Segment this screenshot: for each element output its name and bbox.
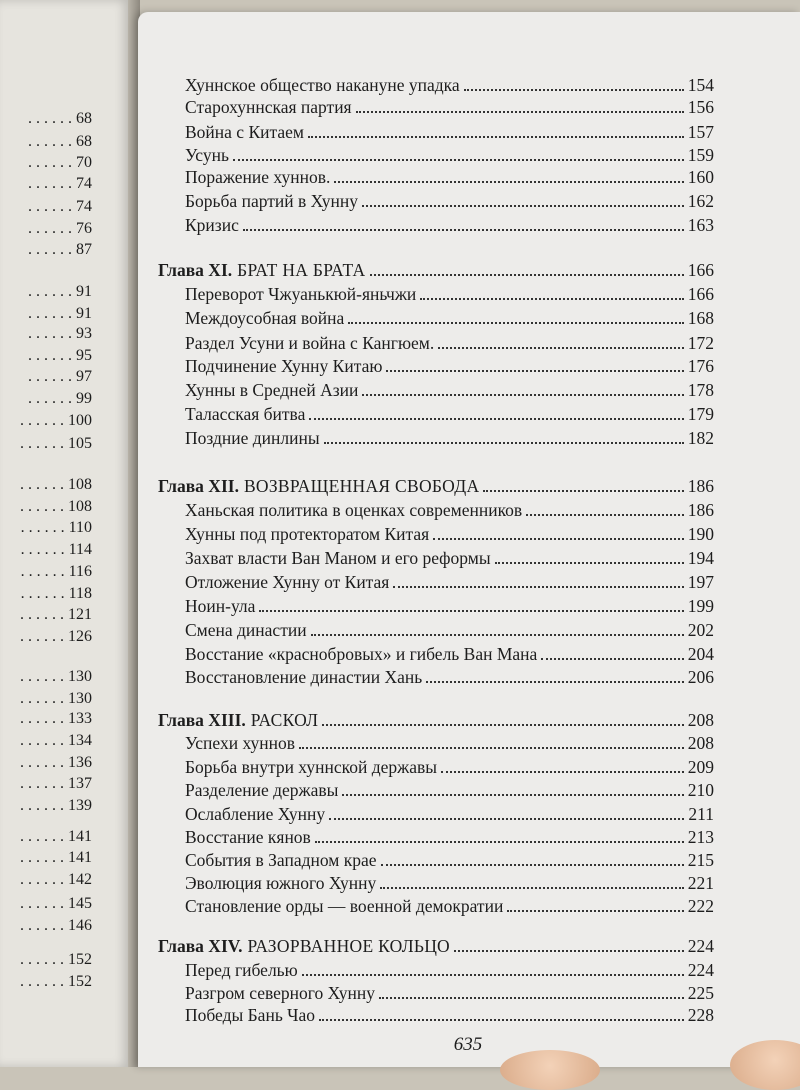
leader-dots	[483, 489, 683, 492]
toc-page-number: 160	[687, 167, 714, 187]
toc-entry-row[interactable]	[185, 120, 714, 144]
toc-entry-row[interactable]	[185, 331, 714, 355]
chapter-heading	[158, 258, 366, 282]
leader-dots: . . . . . .	[28, 154, 76, 171]
leader-dots: . . . . . .	[28, 368, 76, 385]
leader-dots	[302, 973, 684, 976]
left-toc-page-number	[0, 893, 92, 915]
entry-title: Усунь	[185, 145, 229, 165]
entry-title: Смена династии	[185, 620, 307, 640]
entry-title: Хуннское общество накануне упадка	[185, 75, 460, 95]
toc-page-number: 206	[687, 667, 714, 687]
left-toc-page-number	[0, 218, 92, 240]
toc-entry-row[interactable]	[185, 143, 714, 167]
leader-dots	[526, 513, 684, 516]
toc-entry-row[interactable]	[185, 73, 714, 97]
entry-title: Захват власти Ван Маном и его реформы	[185, 548, 491, 568]
entry-title: Успехи хуннов	[185, 733, 296, 753]
toc-page-number: 99	[76, 390, 92, 407]
chapter-title: РАЗОРВАННОЕ КОЛЬЦО	[247, 936, 450, 956]
toc-page-number: 137	[68, 775, 92, 792]
toc-entry-row[interactable]	[185, 755, 714, 779]
toc-entry-row[interactable]	[185, 802, 714, 826]
entry-title: События в Западном крае	[185, 850, 377, 870]
chapter-title: БРАТ НА БРАТА	[237, 260, 366, 280]
leader-dots: . . . . . .	[20, 412, 68, 429]
leader-dots: . . . . . .	[20, 973, 68, 990]
left-toc-page-number	[0, 949, 92, 971]
leader-dots: . . . . . .	[28, 198, 76, 215]
leader-dots	[380, 886, 684, 889]
toc-page-number: 172	[687, 333, 714, 353]
leader-dots: . . . . . .	[28, 305, 76, 322]
leader-dots: . . . . . .	[20, 519, 69, 536]
toc-page-number: 68	[76, 110, 92, 127]
leader-dots: . . . . . .	[20, 754, 68, 771]
leader-dots	[243, 228, 684, 231]
leader-dots: . . . . . .	[20, 849, 68, 866]
page-number: 635	[453, 1034, 483, 1055]
toc-page-number: 166	[687, 260, 714, 280]
toc-page-number: 222	[687, 896, 714, 916]
toc-entry-row[interactable]	[185, 282, 714, 306]
toc-page-number: 208	[687, 733, 714, 753]
entry-title: Подчинение Хунну Китаю	[185, 356, 383, 376]
left-toc-page-number	[0, 303, 92, 325]
toc-page-number: 209	[687, 757, 714, 777]
chapter-heading	[158, 934, 450, 958]
toc-entry-row[interactable]	[185, 981, 714, 1005]
leader-dots: . . . . . .	[20, 917, 68, 934]
toc-entry-row[interactable]	[185, 570, 714, 594]
leader-dots: . . . . . .	[20, 895, 68, 912]
toc-page-number: 130	[68, 668, 92, 685]
leader-dots	[438, 346, 684, 349]
toc-page-number: 136	[68, 754, 92, 771]
entry-title: Отложение Хунну от Китая	[185, 572, 390, 592]
leader-dots	[362, 204, 684, 207]
leader-dots: . . . . . .	[20, 541, 69, 558]
toc-page-number: 134	[68, 732, 92, 749]
toc-page-number: 204	[687, 644, 714, 664]
leader-dots	[362, 393, 683, 396]
leader-dots: . . . . . .	[28, 347, 76, 364]
leader-dots: . . . . . .	[20, 563, 69, 580]
left-toc-page-number	[0, 496, 92, 518]
leader-dots	[311, 633, 684, 636]
toc-entry-row[interactable]	[185, 354, 714, 378]
leader-dots	[324, 441, 684, 444]
leader-dots: . . . . . .	[28, 325, 76, 342]
left-toc-page-number	[0, 108, 92, 130]
toc-chapter-row[interactable]	[158, 474, 714, 498]
left-toc-page-number	[0, 752, 92, 774]
toc-page-number: 176	[687, 356, 714, 376]
toc-entry-row[interactable]	[185, 95, 714, 119]
leader-dots: . . . . . .	[20, 668, 68, 685]
entry-title: Хунны под протекторатом Китая	[185, 524, 430, 544]
leader-dots	[334, 180, 683, 183]
leader-dots	[309, 417, 683, 420]
toc-page-number: 100	[68, 412, 92, 429]
toc-page-number: 211	[688, 804, 714, 824]
leader-dots: . . . . . .	[20, 690, 68, 707]
entry-title: Междоусобная война	[185, 308, 345, 328]
left-toc-page-number	[0, 795, 92, 817]
entry-title: Таласская битва	[185, 404, 306, 424]
entry-title: Поздние динлины	[185, 428, 320, 448]
entry-title: Восстановление династии Хань	[185, 667, 423, 687]
leader-dots	[356, 110, 684, 113]
leader-dots	[342, 793, 683, 796]
toc-page-number: 114	[68, 541, 92, 558]
entry-title: Победы Бань Чао	[185, 1005, 316, 1025]
toc-entry-row[interactable]	[185, 958, 714, 982]
toc-page-number: 156	[687, 97, 714, 117]
leader-dots	[379, 996, 684, 999]
leader-dots	[495, 561, 684, 564]
leader-dots	[426, 680, 684, 683]
leader-dots	[322, 723, 683, 726]
leader-dots	[319, 1018, 684, 1021]
leader-dots: . . . . . .	[28, 283, 76, 300]
left-toc-page-number	[0, 539, 92, 561]
toc-entry-row[interactable]	[185, 894, 714, 918]
toc-page-number: 221	[687, 873, 714, 893]
toc-page-number: 93	[76, 325, 92, 342]
toc-page-number: 152	[68, 973, 92, 990]
leader-dots: . . . . . .	[20, 797, 68, 814]
toc-page-number: 142	[68, 871, 92, 888]
leader-dots: . . . . . .	[20, 476, 68, 493]
leader-dots	[433, 537, 684, 540]
toc-page-number: 126	[68, 628, 92, 645]
toc-page-number: 141	[68, 828, 92, 845]
leader-dots	[454, 949, 684, 952]
leader-dots: . . . . . .	[20, 710, 68, 727]
toc-page-number: 163	[687, 215, 714, 235]
leader-dots	[299, 746, 684, 749]
left-toc-page-number	[0, 847, 92, 869]
toc-page-number: 74	[76, 175, 92, 192]
left-toc-page-number	[0, 626, 92, 648]
toc-page-number: 168	[687, 308, 714, 328]
toc-page-number: 190	[687, 524, 714, 544]
toc-page-number: 197	[687, 572, 714, 592]
toc-page-number: 97	[76, 368, 92, 385]
toc-page-number: 208	[687, 710, 714, 730]
chapter-heading	[158, 708, 318, 732]
toc-entry-row[interactable]	[185, 618, 714, 642]
leader-dots	[393, 585, 683, 588]
left-toc-page-number	[0, 730, 92, 752]
toc-page-number: 116	[68, 563, 92, 580]
toc-page-number: 228	[687, 1005, 714, 1025]
left-toc-page-number	[0, 869, 92, 891]
toc-page-number: 133	[68, 710, 92, 727]
toc-entry-row[interactable]	[185, 189, 714, 213]
toc-page-number: 108	[68, 498, 92, 515]
left-toc-page-number	[0, 366, 92, 388]
toc-page-number: 224	[687, 936, 714, 956]
leader-dots	[329, 817, 684, 820]
leader-dots: . . . . . .	[20, 871, 68, 888]
leader-dots	[308, 135, 684, 138]
leader-dots	[464, 88, 684, 91]
toc-entry-row[interactable]	[185, 522, 714, 546]
left-toc-page-number	[0, 196, 92, 218]
leader-dots: . . . . . .	[28, 390, 76, 407]
toc-page-number: 76	[76, 220, 92, 237]
left-toc-page-number	[0, 239, 92, 261]
toc-entry-row[interactable]	[185, 213, 714, 237]
toc-chapter-row[interactable]	[158, 934, 714, 958]
toc-entry-row[interactable]	[185, 594, 714, 618]
toc-page-number: 202	[687, 620, 714, 640]
finger-thumb-left	[500, 1050, 600, 1090]
left-toc-page-number	[0, 583, 92, 605]
leader-dots: . . . . . .	[20, 828, 68, 845]
left-toc-page-number	[0, 281, 92, 303]
chapter-label: Глава XIII.	[158, 710, 246, 730]
left-toc-page-number	[0, 971, 92, 993]
toc-entry-row[interactable]	[185, 848, 714, 872]
left-toc-page-number	[0, 826, 92, 848]
toc-entry-row[interactable]	[185, 165, 714, 189]
toc-page-number: 199	[687, 596, 714, 616]
left-toc-page-number	[0, 152, 92, 174]
entry-title: Ноин-ула	[185, 596, 256, 616]
left-toc-page-number	[0, 708, 92, 730]
entry-title: Борьба партий в Хунну	[185, 191, 358, 211]
toc-page-number: 87	[76, 241, 92, 258]
leader-dots: . . . . . .	[28, 175, 76, 192]
left-toc-page-number	[0, 131, 92, 153]
toc-page-number: 74	[76, 198, 92, 215]
toc-page-number: 105	[68, 435, 92, 452]
toc-page-number: 145	[68, 895, 92, 912]
left-toc-page-number	[0, 345, 92, 367]
toc-entry-row[interactable]	[185, 402, 714, 426]
entry-title: Восстание кянов	[185, 827, 311, 847]
toc-entry-row[interactable]	[185, 665, 714, 689]
toc-page-number: 121	[68, 606, 92, 623]
entry-title: Восстание «краснобровых» и гибель Ван Мана	[185, 644, 538, 664]
leader-dots	[441, 770, 684, 773]
toc-entry-row[interactable]	[185, 426, 714, 450]
toc-page-number: 146	[68, 917, 92, 934]
toc-page-number: 152	[68, 951, 92, 968]
entry-title: Перед гибелью	[185, 960, 298, 980]
left-toc-page-number	[0, 388, 92, 410]
left-toc-page-number	[0, 474, 92, 496]
toc-page-number: 178	[687, 380, 714, 400]
entry-title: Переворот Чжуанькюй-яньчжи	[185, 284, 417, 304]
leader-dots	[541, 657, 683, 660]
leader-dots: . . . . . .	[20, 585, 69, 602]
toc-page-number: 215	[687, 850, 714, 870]
leader-dots: . . . . . .	[20, 628, 68, 645]
toc-page-number: 224	[687, 960, 714, 980]
toc-page-number: 225	[687, 983, 714, 1003]
toc-page-number: 186	[687, 476, 714, 496]
chapter-title: РАСКОЛ	[250, 710, 319, 730]
chapter-label: Глава XII.	[158, 476, 239, 496]
toc-chapter-row[interactable]	[158, 708, 714, 732]
toc-entry-row[interactable]	[185, 378, 714, 402]
toc-chapter-row[interactable]	[158, 258, 714, 282]
entry-title: Борьба внутри хуннской державы	[185, 757, 438, 777]
leader-dots: . . . . . .	[20, 435, 68, 452]
left-toc-page-number	[0, 915, 92, 937]
entry-title: Война с Китаем	[185, 122, 304, 142]
toc-page-number: 154	[687, 75, 714, 95]
toc-entry-row[interactable]	[185, 642, 714, 666]
toc-page-number: 141	[68, 849, 92, 866]
toc-page-number: 108	[68, 476, 92, 493]
left-toc-page-number	[0, 323, 92, 345]
toc-page-number: 194	[687, 548, 714, 568]
leader-dots: . . . . . .	[28, 220, 76, 237]
toc-entry-row[interactable]	[185, 731, 714, 755]
toc-entry-row[interactable]	[185, 825, 714, 849]
chapter-label: Глава XI.	[158, 260, 233, 280]
leader-dots: . . . . . .	[28, 133, 76, 150]
left-toc-page-number	[0, 666, 92, 688]
chapter-title: ВОЗВРАЩЕННАЯ СВОБОДА	[243, 476, 480, 496]
left-toc-page-number	[0, 561, 92, 583]
entry-title: Хунны в Средней Азии	[185, 380, 359, 400]
left-toc-page-number	[0, 173, 92, 195]
leader-dots	[420, 297, 683, 300]
toc-page-number: 118	[68, 585, 92, 602]
right-page	[138, 12, 800, 1067]
toc-page-number: 139	[68, 797, 92, 814]
leader-dots	[233, 158, 684, 161]
toc-entry-row[interactable]	[185, 546, 714, 570]
toc-page-number: 159	[687, 145, 714, 165]
left-page	[0, 0, 130, 1067]
toc-page-number: 157	[687, 122, 714, 142]
toc-entry-row[interactable]	[185, 871, 714, 895]
entry-title: Ханьская политика в оценках современников	[185, 500, 523, 520]
toc-entry-row[interactable]	[185, 1003, 714, 1027]
toc-page-number: 166	[687, 284, 714, 304]
toc-page-number: 68	[76, 133, 92, 150]
leader-dots	[386, 369, 683, 372]
leader-dots: . . . . . .	[20, 498, 68, 515]
left-toc-page-number	[0, 410, 92, 432]
leader-dots: . . . . . .	[20, 775, 68, 792]
toc-page-number: 186	[687, 500, 714, 520]
leader-dots: . . . . . .	[28, 241, 76, 258]
leader-dots	[381, 863, 684, 866]
leader-dots: . . . . . .	[28, 110, 76, 127]
leader-dots: . . . . . .	[20, 951, 68, 968]
leader-dots	[315, 840, 684, 843]
chapter-heading	[158, 474, 479, 498]
leader-dots: . . . . . .	[20, 606, 68, 623]
entry-title: Поражение хуннов.	[185, 167, 331, 187]
toc-page-number: 162	[687, 191, 714, 211]
left-toc-page-number	[0, 433, 92, 455]
entry-title: Кризис	[185, 215, 239, 235]
entry-title: Разделение державы	[185, 780, 339, 800]
toc-page-number: 179	[687, 404, 714, 424]
entry-title: Становление орды — военной демократии	[185, 896, 504, 916]
toc-page-number: 182	[687, 428, 714, 448]
toc-page-number: 95	[76, 347, 92, 364]
finger-thumb-right	[730, 1040, 800, 1090]
toc-page-number: 91	[76, 283, 92, 300]
toc-page-number: 91	[76, 305, 92, 322]
toc-page-number: 210	[687, 780, 714, 800]
leader-dots	[507, 909, 683, 912]
toc-page-number: 70	[76, 154, 92, 171]
chapter-label: Глава XIV.	[158, 936, 243, 956]
toc-page-number: 130	[68, 690, 92, 707]
left-toc-page-number	[0, 688, 92, 710]
entry-title: Раздел Усуни и война с Кангюем.	[185, 333, 435, 353]
leader-dots	[259, 609, 683, 612]
entry-title: Ослабление Хунну	[185, 804, 326, 824]
left-toc-page-number	[0, 517, 92, 539]
left-toc-page-number	[0, 773, 92, 795]
entry-title: Разгром северного Хунну	[185, 983, 375, 1003]
left-toc-page-number	[0, 604, 92, 626]
toc-page-number: 213	[687, 827, 714, 847]
leader-dots: . . . . . .	[20, 732, 68, 749]
entry-title: Старохуннская партия	[185, 97, 352, 117]
entry-title: Эволюция южного Хунну	[185, 873, 377, 893]
toc-entry-row[interactable]	[185, 498, 714, 522]
toc-entry-row[interactable]	[185, 306, 714, 330]
toc-entry-row[interactable]	[185, 778, 714, 802]
leader-dots	[370, 273, 684, 276]
leader-dots	[348, 321, 683, 324]
toc-page-number: 110	[68, 519, 92, 536]
